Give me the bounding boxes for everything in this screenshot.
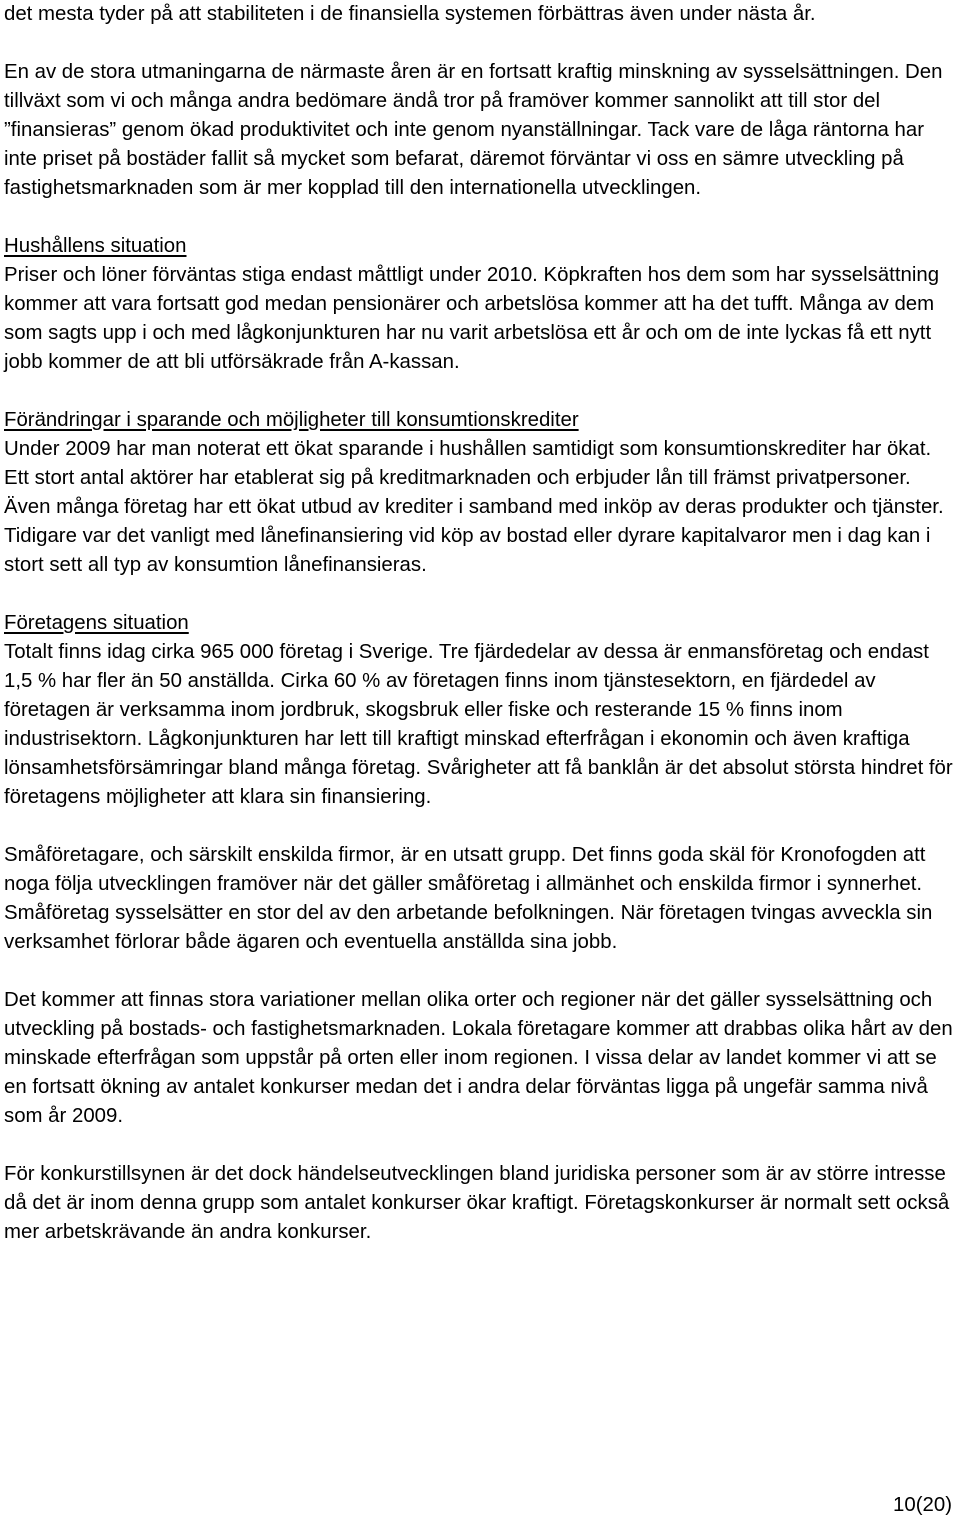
paragraph-gap: [4, 1131, 958, 1160]
paragraph-gap: [4, 812, 958, 841]
paragraph-gap: [4, 29, 958, 58]
paragraph-employment: En av de stora utmaningarna de närmaste åren är en fortsatt kraftig minskning av sysselsättningen. Den tillväxt som vi och många andra bedömare ändå tror på framöver kommer sannolikt att till stor del ”finansieras” genom ökad produktivitet och inte genom nyanställningar. Tack vare de låga räntorna har inte priset på bostäder fallit så mycket som befarat, däremot förväntar vi oss en sämre utveckling på fastighetsmarknaden som är mer kopplad till den internationella utvecklingen.: [4, 61, 943, 199]
paragraph-financial-stability: det mesta tyder på att stabiliteten i de finansiella systemen förbättras även under nästa år.: [4, 3, 816, 25]
paragraph-regional-variation: Det kommer att finnas stora variationer mellan olika orter och regioner när det gäller sysselsättning och utveckling på bostads- och fastighetsmarknaden. Lokala företagare kommer att drabbas olika hårt av den minskade efterfrågan som uppstår på orten eller inom regionen. I vissa delar av landet kommer vi att se en fortsatt ökning av antalet konkurser medan det i andra delar förväntas ligga på ungefär samma nivå som år 2009.: [4, 989, 953, 1127]
paragraph-small-businesses: Småföretagare, och särskilt enskilda firmor, är en utsatt grupp. Det finns goda skäl för Kronofogden att noga följa utvecklingen framöver när det gäller småföretag i allmänhet och enskilda firmor i synnerhet. Småföretag sysselsätter en stor del av den arbetande befolkningen. När företagen tvingas avveckla sin verksamhet förlorar både ägaren och eventuella anställda sina jobb.: [4, 844, 933, 953]
page-number: 10(20): [893, 1494, 952, 1516]
paragraph-gap: [4, 957, 958, 986]
paragraph-savings-credits: Under 2009 har man noterat ett ökat sparande i hushållen samtidigt som konsumtionskrediter har ökat. Ett stort antal aktörer har etablerat sig på kreditmarknaden och erbjuder lån till främst privatpersoner. Även många företag har ett ökat utbud av krediter i samband med inköp av deras produkter och tjänster. Tidigare var det vanligt med lånefinansiering vid köp av bostad eller dyrare kapitalvaror men i dag kan i stort sett all typ av konsumtion lånefinansieras.: [4, 438, 944, 576]
paragraph-households: Priser och löner förväntas stiga endast måttligt under 2010. Köpkraften hos dem som har sysselsättning kommer att vara fortsatt god medan pensionärer och arbetslösa kommer att ha det tufft. Många av dem som sagts upp i och med lågkonjunkturen har nu varit arbetslösa ett år och om de inte lyckas få ett nytt jobb kommer de att bli utförsäkrade från A-kassan.: [4, 264, 940, 373]
paragraph-bankruptcy-supervision: För konkurstillsynen är det dock händelseutvecklingen bland juridiska personer som är av större intresse då det är inom denna grupp som antalet konkurser ökar kraftigt. Företagskonkurser är normalt sett också mer arbetskrävande än andra konkurser.: [4, 1163, 950, 1243]
paragraph-gap: [4, 580, 958, 609]
heading-companies: Företagens situation: [4, 612, 189, 634]
document-body: [4, 0, 958, 1247]
heading-savings-credits: Förändringar i sparande och möjligheter till konsumtionskrediter: [4, 409, 579, 431]
heading-households: Hushållens situation: [4, 235, 187, 257]
paragraph-gap: [4, 203, 958, 232]
paragraph-companies-overview: Totalt finns idag cirka 965 000 företag i Sverige. Tre fjärdedelar av dessa är enmansföretag och endast 1,5 % har fler än 50 anställda. Cirka 60 % av företagen finns inom tjänstesektorn, en fjärdedel av företagen är verksamma inom jordbruk, skogsbruk eller fiske och resterande 15 % finns inom industrisektorn. Lågkonjunkturen har lett till kraftigt minskad efterfrågan i ekonomin och även kraftiga lönsamhetsförsämringar bland många företag. Svårigheter att få banklån är det absolut största hindret för företagens möjligheter att klara sin finansiering.: [4, 641, 953, 808]
paragraph-gap: [4, 377, 958, 406]
